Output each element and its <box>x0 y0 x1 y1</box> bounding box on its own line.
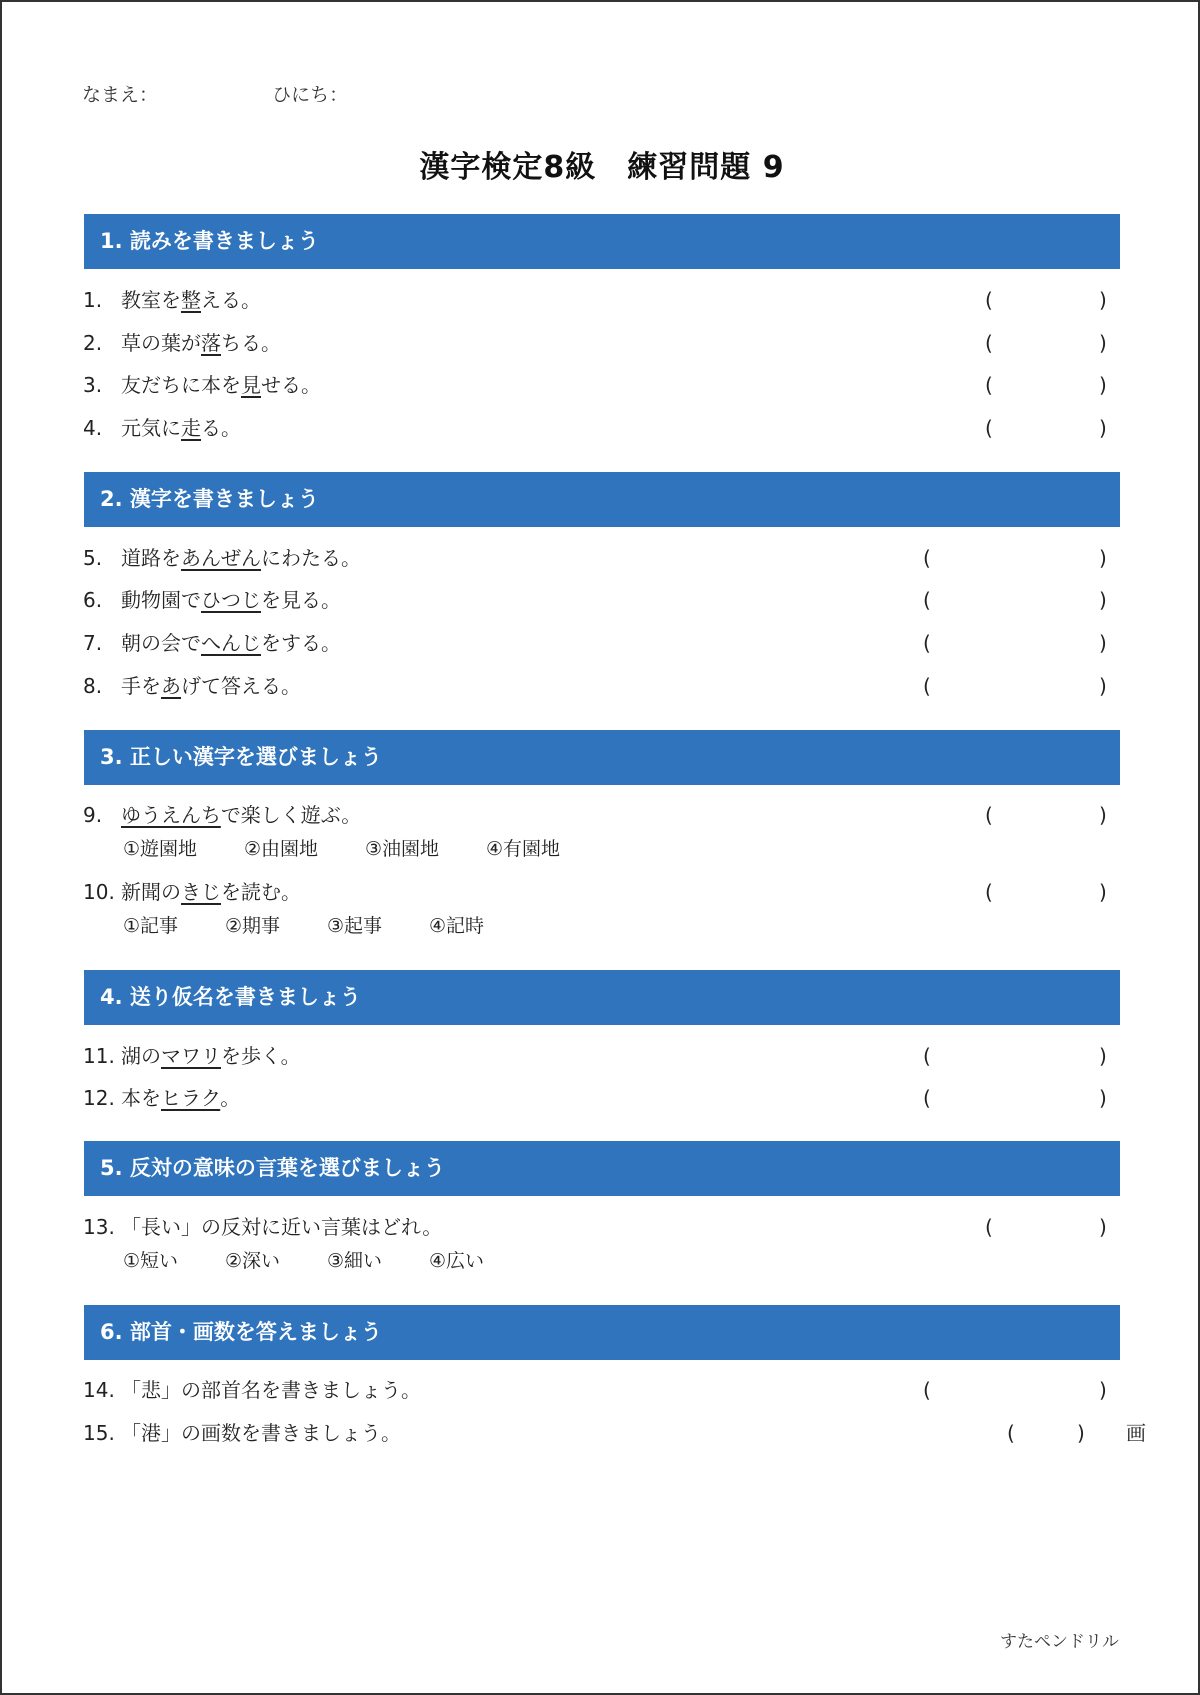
underlined-word: ゆうえんち <box>121 803 221 827</box>
question-6 <box>83 585 1133 615</box>
choice-options <box>123 836 607 862</box>
answer-open-paren: ( <box>985 416 993 440</box>
choice-option: ④記時 <box>429 915 485 937</box>
question-number: 15. <box>83 1421 115 1445</box>
underlined-word: あ <box>161 674 181 698</box>
answer-close-paren: ) <box>1099 1378 1107 1402</box>
question-text: 動物園でひつじを見る。 <box>121 588 341 612</box>
question-text: ゆうえんちで楽しく遊ぶ。 <box>121 803 362 827</box>
underlined-word: ヒラク <box>161 1086 221 1110</box>
question-number: 4. <box>83 416 103 440</box>
section-heading: 1. 読みを書きましょう <box>84 214 1120 269</box>
section-heading: 3. 正しい漢字を選びましょう <box>84 730 1120 785</box>
question-text: 本をヒラク。 <box>121 1086 241 1110</box>
section-heading: 2. 漢字を書きましょう <box>84 472 1120 527</box>
underlined-word: 走 <box>181 416 201 440</box>
choice-option: ③油園地 <box>365 838 440 860</box>
choice-option: ④広い <box>429 1250 485 1272</box>
question-number: 14. <box>83 1378 115 1402</box>
answer-open-paren: ( <box>985 331 993 355</box>
question-text: 元気に走る。 <box>121 416 241 440</box>
underlined-word: 整 <box>181 288 201 312</box>
question-12 <box>83 1083 1133 1113</box>
answer-close-paren: ) <box>1099 1086 1107 1110</box>
question-number: 1. <box>83 288 103 312</box>
answer-close-paren: ) <box>1099 416 1107 440</box>
question-text: 草の葉が落ちる。 <box>121 331 281 355</box>
stroke-count-unit: 画 <box>1126 1421 1146 1445</box>
question-9 <box>83 800 1133 830</box>
underlined-word: 見 <box>241 373 261 397</box>
section-heading: 6. 部首・画数を答えましょう <box>84 1305 1120 1360</box>
answer-close-paren: ) <box>1099 1215 1107 1239</box>
answer-close-paren: ) <box>1099 373 1107 397</box>
answer-open-paren: ( <box>985 373 993 397</box>
question-14 <box>83 1375 1133 1405</box>
name-label: なまえ： <box>82 84 159 106</box>
question-13 <box>83 1212 1133 1242</box>
question-text: 道路をあんぜんにわたる。 <box>121 546 361 570</box>
answer-open-paren: ( <box>923 1044 931 1068</box>
question-text: 友だちに本を見せる。 <box>121 373 321 397</box>
question-number: 11. <box>83 1044 115 1068</box>
question-2 <box>83 328 1133 358</box>
question-number: 6. <box>83 588 103 612</box>
question-1 <box>83 285 1133 315</box>
underlined-word: へんじ <box>201 631 261 655</box>
student-info <box>82 80 348 107</box>
question-text: 「悲」の部首名を書きましょう。 <box>121 1378 421 1402</box>
answer-open-paren: ( <box>923 546 931 570</box>
answer-open-paren: ( <box>923 674 931 698</box>
answer-close-paren: ) <box>1099 803 1107 827</box>
answer-close-paren: ) <box>1099 880 1107 904</box>
question-text: 「長い」の反対に近い言葉はどれ。 <box>121 1215 443 1239</box>
answer-open-paren: ( <box>985 288 993 312</box>
question-text: 手をあげて答える。 <box>121 674 301 698</box>
question-text: 湖のマワリを歩く。 <box>121 1044 301 1068</box>
question-number: 9. <box>83 803 103 827</box>
question-number: 7. <box>83 631 103 655</box>
answer-open-paren: ( <box>923 1086 931 1110</box>
underlined-word: マワリ <box>161 1044 221 1068</box>
choice-option: ②期事 <box>225 915 281 937</box>
question-number: 3. <box>83 373 103 397</box>
question-text: 朝の会でへんじをする。 <box>121 631 341 655</box>
underlined-word: きじ <box>181 880 221 904</box>
section-heading: 4. 送り仮名を書きましょう <box>84 970 1120 1025</box>
choice-option: ②深い <box>225 1250 281 1272</box>
question-number: 10. <box>83 880 115 904</box>
question-11 <box>83 1041 1133 1071</box>
question-number: 13. <box>83 1215 115 1239</box>
underlined-word: 落 <box>201 331 221 355</box>
question-8 <box>83 671 1133 701</box>
answer-close-paren: ) <box>1099 588 1107 612</box>
question-7 <box>83 628 1133 658</box>
question-text: 教室を整える。 <box>121 288 261 312</box>
answer-close-paren: ) <box>1099 674 1107 698</box>
underlined-word: ひつじ <box>201 588 261 612</box>
choice-options <box>123 913 531 939</box>
answer-close-paren: ) <box>1099 288 1107 312</box>
answer-open-paren: ( <box>985 803 993 827</box>
underlined-word: あんぜん <box>181 546 261 570</box>
choice-option: ③起事 <box>327 915 383 937</box>
answer-close-paren: ) <box>1099 1044 1107 1068</box>
answer-open-paren: ( <box>923 1378 931 1402</box>
answer-close-paren: ) <box>1077 1421 1085 1445</box>
answer-close-paren: ) <box>1099 631 1107 655</box>
answer-open-paren: ( <box>1007 1421 1015 1445</box>
answer-open-paren: ( <box>985 1215 993 1239</box>
question-5 <box>83 543 1133 573</box>
choice-option: ②由園地 <box>244 838 319 860</box>
brand-footer: すたペンドリル <box>1000 1632 1119 1652</box>
answer-close-paren: ) <box>1099 331 1107 355</box>
choice-option: ①短い <box>123 1250 179 1272</box>
question-number: 12. <box>83 1086 115 1110</box>
choice-option: ①遊園地 <box>123 838 198 860</box>
choice-option: ①記事 <box>123 915 179 937</box>
answer-close-paren: ) <box>1099 546 1107 570</box>
question-number: 2. <box>83 331 103 355</box>
choice-option: ④有園地 <box>486 838 561 860</box>
question-text: 新聞のきじを読む。 <box>121 880 301 904</box>
question-15 <box>83 1418 1133 1448</box>
question-3 <box>83 370 1133 400</box>
question-text: 「港」の画数を書きましょう。 <box>121 1421 401 1445</box>
answer-open-paren: ( <box>985 880 993 904</box>
answer-open-paren: ( <box>923 631 931 655</box>
question-number: 5. <box>83 546 103 570</box>
question-10 <box>83 877 1133 907</box>
choice-option: ③細い <box>327 1250 383 1272</box>
question-4 <box>83 413 1133 443</box>
section-heading: 5. 反対の意味の言葉を選びましょう <box>84 1141 1120 1196</box>
question-number: 8. <box>83 674 103 698</box>
date-label: ひにち： <box>272 84 349 106</box>
choice-options <box>123 1248 531 1274</box>
page-title: 漢字検定8級 練習問題 9 <box>419 150 785 185</box>
answer-open-paren: ( <box>923 588 931 612</box>
